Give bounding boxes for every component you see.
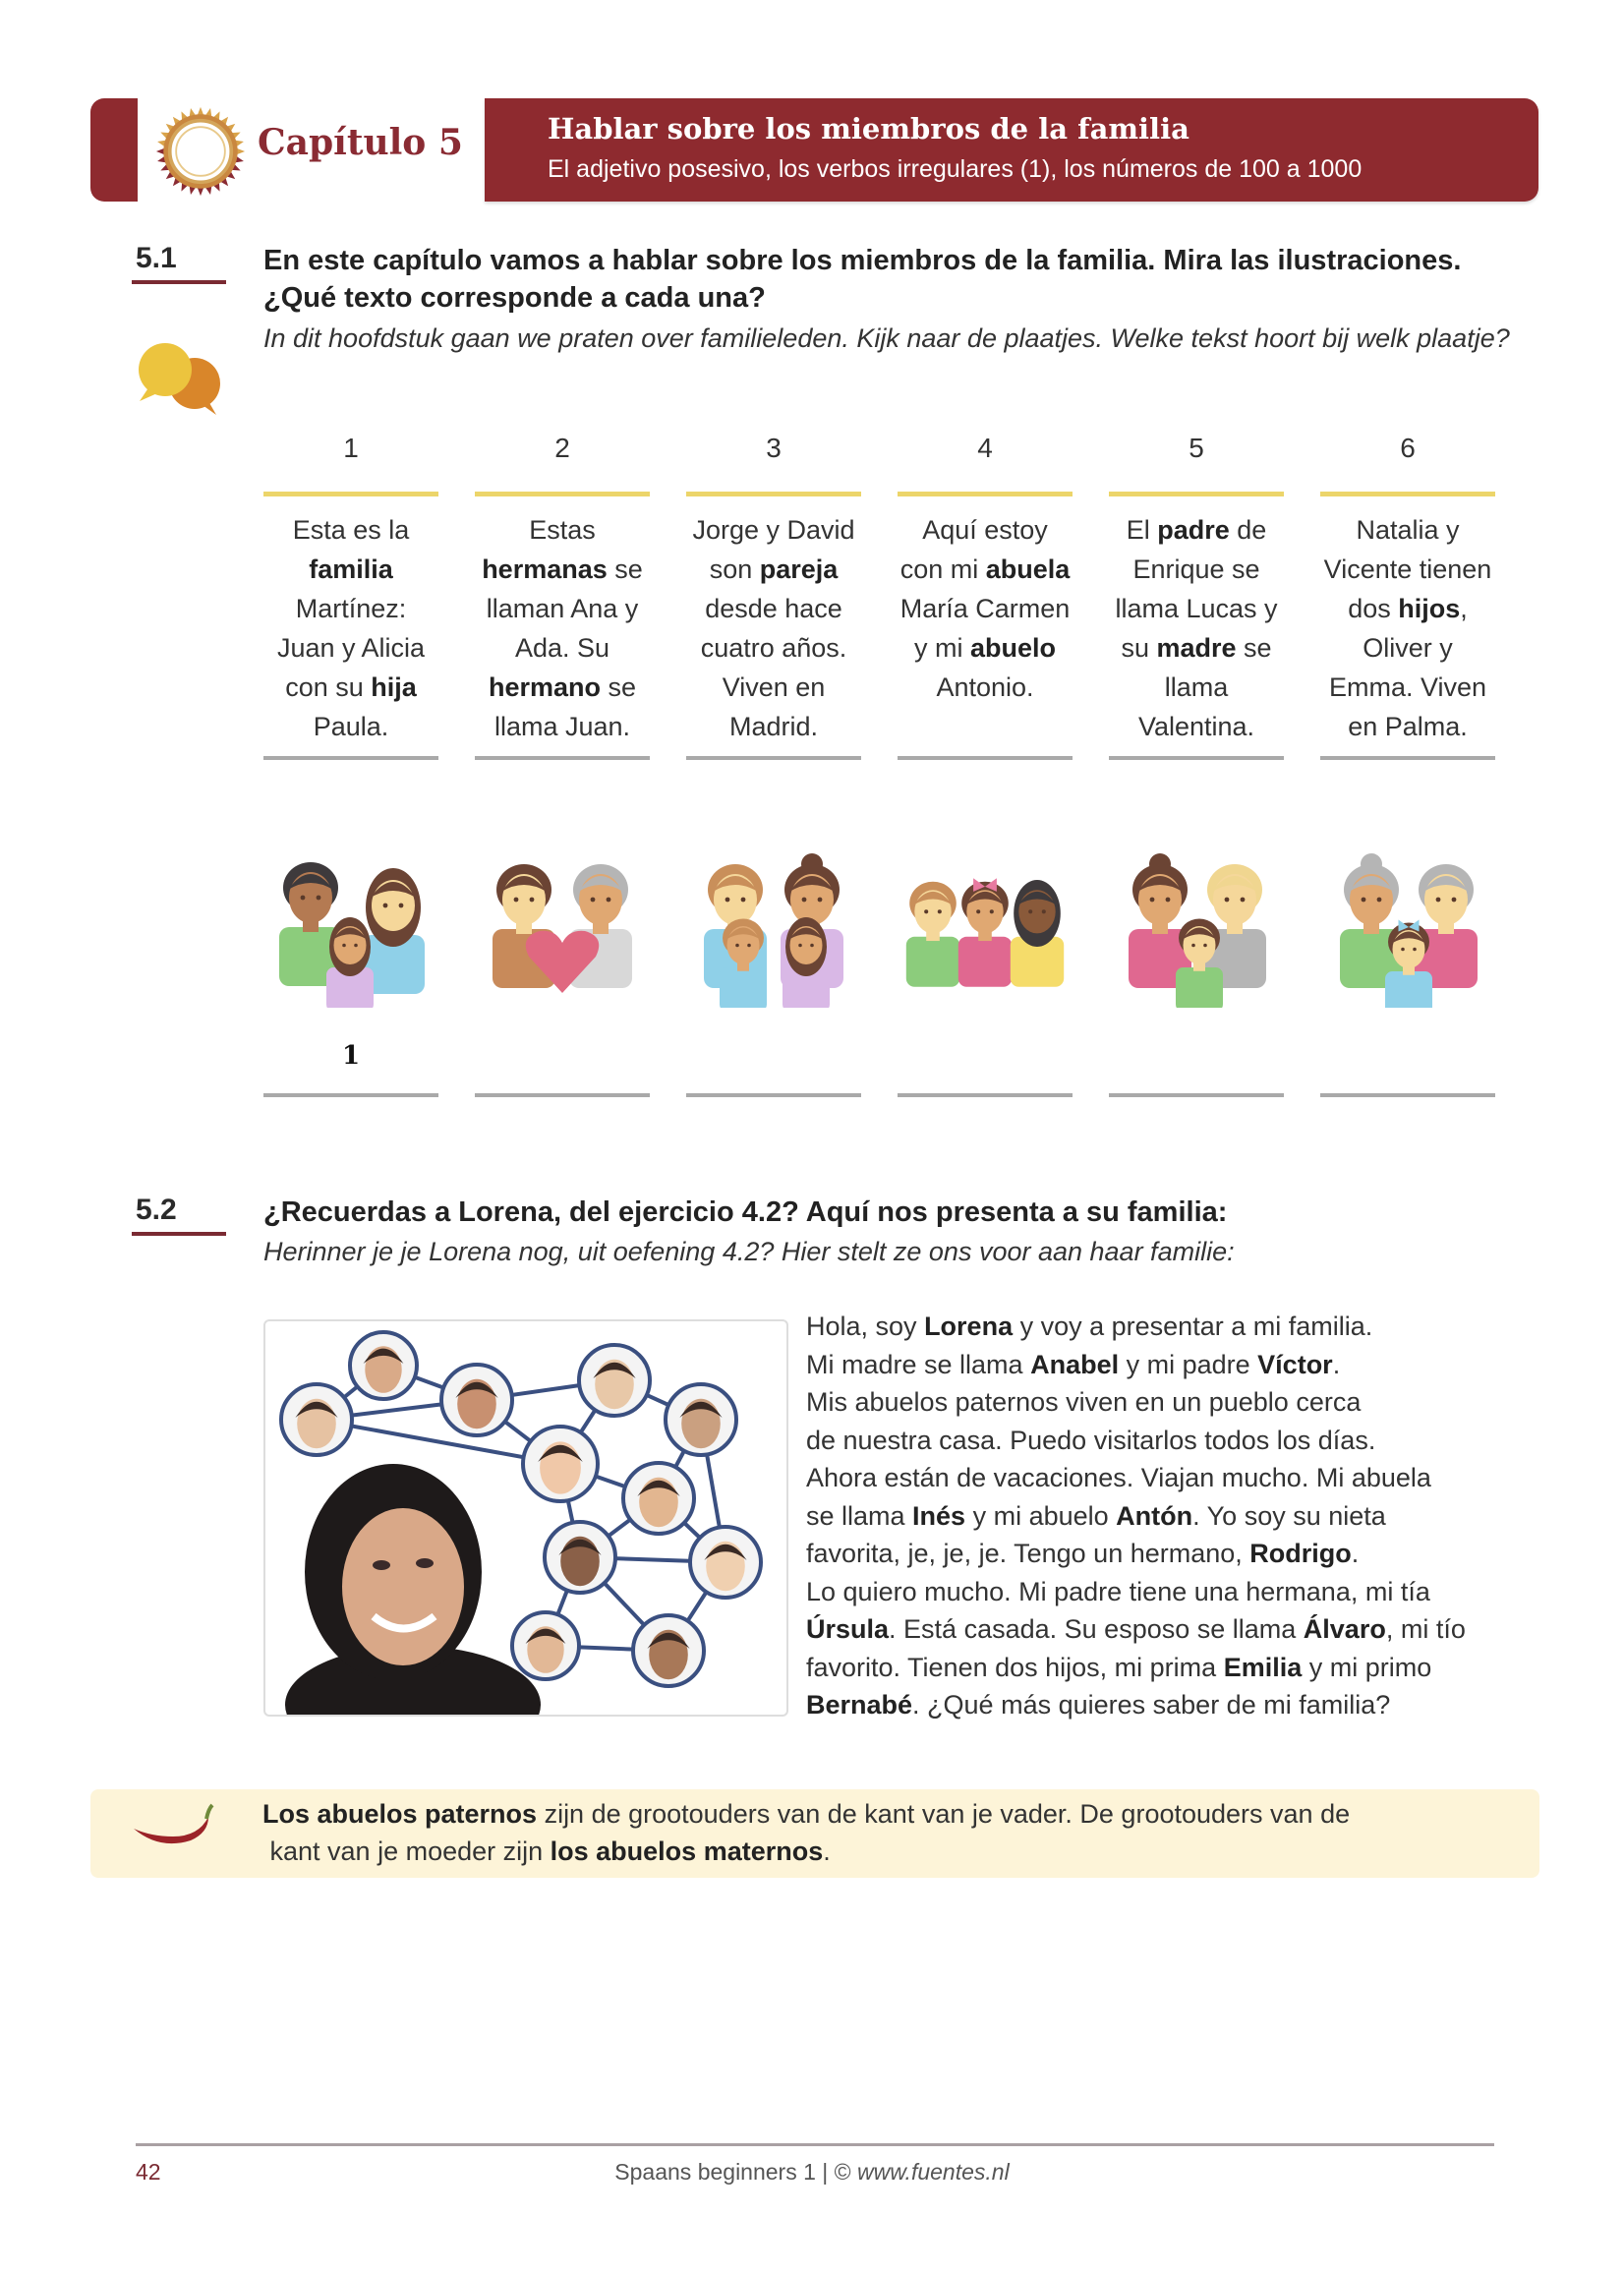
bold-term: hermanas — [482, 554, 608, 584]
bold-term: abuela — [985, 554, 1071, 584]
text-run: Aquí estoy con mi — [899, 515, 1048, 584]
text-run: se llaman Ana y Ada. Su — [486, 554, 643, 663]
exercise-translation: Herinner je je Lorena nog, uit oefening 4.2? Hier stelt ze ons voor aan haar familie: — [263, 1237, 1235, 1266]
text-run: se llama Juan. — [493, 672, 637, 741]
bold-term: Víctor — [1257, 1349, 1333, 1379]
text-run: Natalia y Vicente tienen dos — [1323, 515, 1492, 623]
text-column-1 — [263, 429, 438, 760]
text-run: desde hace cuatro años. Viven en Madrid. — [700, 594, 847, 741]
answer-value[interactable] — [1109, 1038, 1284, 1074]
text-run: Hola, soy — [806, 1312, 925, 1341]
column-bottom-rule — [1109, 756, 1284, 760]
answer-line — [686, 1093, 861, 1097]
chapter-title: Hablar sobre los miembros de la familia — [548, 112, 1189, 146]
text-run: de nuestra casa. Puedo visitarlos todos los días. — [806, 1425, 1376, 1455]
text-run: de Enrique se llama Lucas y su — [1115, 515, 1278, 663]
bold-term: madre — [1156, 633, 1237, 663]
bold-term: familia — [309, 554, 393, 584]
text-run: favorito. Tienen dos hijos, mi prima — [806, 1652, 1224, 1682]
answer-value[interactable] — [475, 1038, 650, 1074]
story-line — [806, 1497, 1534, 1536]
answer-slot-3[interactable] — [686, 1038, 861, 1097]
column-top-rule — [263, 492, 438, 496]
answer-line — [263, 1093, 438, 1097]
column-number: 1 — [343, 433, 359, 463]
header-left-tab — [90, 98, 138, 202]
story-line — [806, 1308, 1534, 1346]
bold-term: Inés — [912, 1500, 966, 1531]
bold-term: Úrsula — [806, 1614, 890, 1644]
column-description — [263, 510, 438, 746]
text-column-3 — [686, 429, 861, 760]
column-bottom-rule — [1320, 756, 1495, 760]
mother-father-son-illustration — [1109, 841, 1284, 1008]
chapter-subtitle: El adjetivo posesivo, los verbos irregulares (1), los números de 100 a 1000 — [548, 155, 1363, 183]
answer-slot-5[interactable] — [1109, 1038, 1284, 1097]
answer-value[interactable] — [898, 1038, 1073, 1074]
text-run: y mi abuelo — [965, 1500, 1117, 1531]
text-column-4 — [898, 429, 1073, 760]
tip-line — [262, 1833, 1501, 1870]
story-line — [806, 1383, 1534, 1422]
column-description — [686, 510, 861, 746]
text-run: zijn de grootouders van de kant van je vader. De grootouders van de — [537, 1799, 1351, 1829]
answer-line — [475, 1093, 650, 1097]
text-run: y mi primo — [1302, 1652, 1432, 1682]
column-bottom-rule — [475, 756, 650, 760]
column-top-rule — [1109, 492, 1284, 496]
text-run: se llama Valentina. — [1137, 633, 1272, 741]
bold-term: Anabel — [1030, 1349, 1120, 1379]
text-run: y mi padre — [1119, 1349, 1258, 1379]
footer-site-link[interactable]: www.fuentes.nl — [857, 2159, 1010, 2185]
answer-slot-1[interactable] — [263, 1038, 438, 1097]
column-top-rule — [1320, 492, 1495, 496]
text-run: . ¿Qué más quieres saber de mi familia? — [912, 1690, 1391, 1720]
lorena-story — [806, 1308, 1534, 1724]
text-run: Estas — [529, 515, 596, 545]
answer-slot-6[interactable] — [1320, 1038, 1495, 1097]
text-run: . Está casada. Su esposo se llama — [889, 1614, 1304, 1644]
story-line — [806, 1686, 1534, 1724]
text-run: Martínez: Juan y Alicia con su — [276, 594, 426, 702]
answer-line — [898, 1093, 1073, 1097]
couple-heart-illustration — [475, 841, 650, 1008]
story-line — [806, 1346, 1534, 1384]
story-line — [806, 1535, 1534, 1573]
text-run: María Carmen y mi — [899, 594, 1071, 663]
text-column-5 — [1109, 429, 1284, 760]
answer-line — [1109, 1093, 1284, 1097]
exercise-question: En este capítulo vamos a hablar sobre los miembros de la familia. Mira las ilustraciones. ¿Qué texto corresponde a cada una? — [263, 245, 1462, 314]
text-run: se llama — [806, 1500, 913, 1531]
footer-credit — [0, 2159, 1624, 2186]
text-run: Mi madre se llama — [806, 1349, 1031, 1379]
answer-value[interactable]: 1 — [341, 1041, 361, 1071]
text-run: Mis abuelos paternos viven en un pueblo cerca — [806, 1387, 1362, 1417]
story-line — [806, 1459, 1534, 1497]
story-line — [806, 1422, 1534, 1460]
chili-pepper-icon — [130, 1803, 218, 1862]
answer-line — [1320, 1093, 1495, 1097]
story-line — [806, 1610, 1534, 1649]
text-run: kant van je moeder zijn — [262, 1837, 551, 1866]
three-siblings-illustration — [898, 841, 1073, 1008]
text-run: Ahora están de vacaciones. Viajan mucho. Mi abuela — [806, 1463, 1431, 1492]
bold-term: los abuelos maternos — [550, 1837, 824, 1866]
column-number: 2 — [554, 433, 570, 463]
bold-term: Los abuelos paternos — [262, 1799, 538, 1829]
exercise-question: ¿Recuerdas a Lorena, del ejercicio 4.2? Aquí nos presenta a su familia: — [263, 1196, 1228, 1228]
bold-term: Antón — [1116, 1500, 1193, 1531]
column-number: 6 — [1400, 433, 1416, 463]
column-number: 5 — [1189, 433, 1204, 463]
network-illustration — [265, 1321, 786, 1715]
column-description — [475, 510, 650, 746]
speech-bubbles-icon — [134, 338, 228, 417]
footer-divider — [136, 2143, 1494, 2146]
story-line — [806, 1649, 1534, 1687]
text-run: . Yo soy su nieta — [1192, 1500, 1386, 1531]
text-run: y voy a presentar a mi familia. — [1013, 1312, 1373, 1341]
text-run: El — [1126, 515, 1158, 545]
bold-term: abuelo — [969, 633, 1056, 663]
grandparents-grandchild-illustration — [1320, 841, 1495, 1008]
tip-line — [262, 1795, 1501, 1833]
column-number: 3 — [766, 433, 782, 463]
text-column-6 — [1320, 429, 1495, 760]
bold-term: Bernabé — [806, 1690, 913, 1720]
sun-emblem-icon — [155, 106, 246, 197]
exercise-underline — [132, 1232, 226, 1236]
exercise-number: 5.2 — [136, 1194, 177, 1226]
bold-term: hermano — [488, 672, 601, 702]
exercise-underline — [132, 280, 226, 284]
story-line — [806, 1573, 1534, 1611]
text-run: Antonio. — [936, 672, 1034, 702]
text-run: Paula. — [313, 712, 389, 741]
text-run: . — [1332, 1349, 1341, 1379]
column-top-rule — [686, 492, 861, 496]
column-bottom-rule — [686, 756, 861, 760]
answer-value[interactable] — [1320, 1038, 1495, 1074]
bold-term: Rodrigo — [1249, 1539, 1352, 1568]
bold-term: hijos — [1398, 594, 1461, 623]
text-run: . — [823, 1837, 831, 1866]
column-description — [1109, 510, 1284, 746]
tip-text — [262, 1795, 1501, 1870]
text-column-2 — [475, 429, 650, 760]
column-bottom-rule — [263, 756, 438, 760]
chapter-title-banner — [485, 98, 1538, 202]
exercise-translation: In dit hoofdstuk gaan we praten over familieleden. Kijk naar de plaatjes. Welke tekst hoort bij welk plaatje? — [263, 323, 1510, 353]
text-run: Lo quiero mucho. Mi padre tiene una hermana, mi tía — [806, 1576, 1430, 1606]
bold-term: Emilia — [1223, 1652, 1303, 1682]
text-run: Esta es la — [292, 515, 410, 545]
bold-term: padre — [1157, 515, 1230, 545]
chapter-label: Capítulo 5 — [258, 122, 463, 163]
bold-term: Lorena — [924, 1312, 1014, 1341]
text-run: , Oliver y Emma. Viven en Palma. — [1328, 594, 1487, 741]
tip-box — [90, 1789, 1539, 1878]
answer-slot-4[interactable] — [898, 1038, 1073, 1097]
bold-term: hija — [371, 672, 417, 702]
answer-slot-2[interactable] — [475, 1038, 650, 1097]
column-bottom-rule — [898, 756, 1073, 760]
bold-term: pareja — [759, 554, 839, 584]
column-number: 4 — [977, 433, 993, 463]
column-description — [898, 510, 1073, 746]
column-description — [1320, 510, 1495, 746]
footer-book: Spaans beginners 1 | © — [614, 2159, 857, 2185]
woman-social-network-photo — [263, 1319, 788, 1717]
family-parents-child-illustration — [263, 841, 438, 1008]
text-run: . — [1351, 1539, 1360, 1568]
text-run: Jorge y David son — [692, 515, 855, 584]
column-top-rule — [898, 492, 1073, 496]
exercise-number: 5.1 — [136, 242, 177, 274]
page-number: 42 — [136, 2159, 161, 2185]
text-run: , mi tío — [1385, 1614, 1466, 1644]
parents-two-children-illustration — [686, 841, 861, 1008]
bold-term: Álvaro — [1303, 1614, 1386, 1644]
text-run: favorita, je, je, je. Tengo un hermano, — [806, 1539, 1250, 1568]
answer-value[interactable] — [686, 1038, 861, 1074]
column-top-rule — [475, 492, 650, 496]
